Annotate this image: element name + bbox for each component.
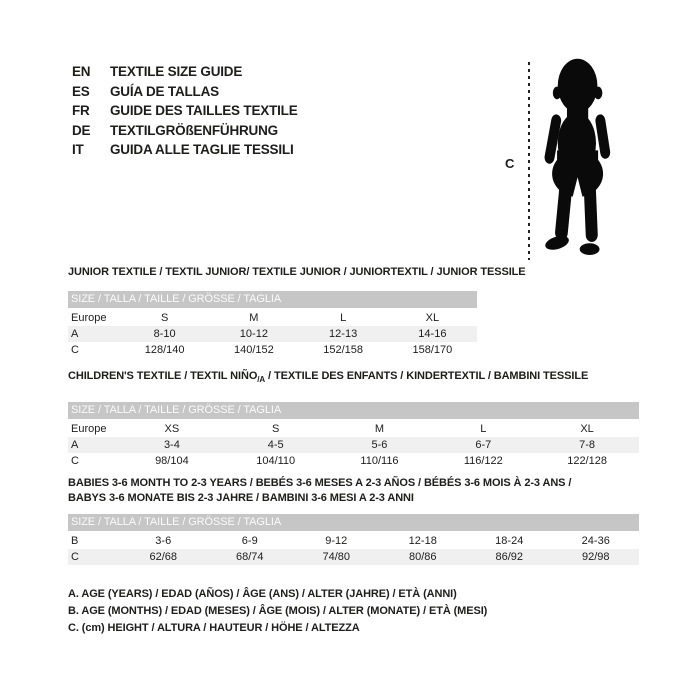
language-code: ES — [72, 83, 90, 99]
size-cell: 7-8 — [579, 439, 596, 452]
size-cell: 152/158 — [323, 344, 363, 356]
language-code: IT — [72, 142, 84, 158]
table-row-b — [68, 533, 639, 549]
children-section-title — [68, 370, 639, 386]
junior-size-table — [68, 291, 477, 358]
size-cell: 128/140 — [144, 344, 185, 356]
language-row — [72, 121, 298, 141]
size-cell: 4-5 — [267, 439, 284, 452]
size-cell: M — [249, 312, 259, 324]
table-row-c — [68, 453, 639, 469]
size-cell: S — [160, 312, 169, 324]
size-figure — [500, 48, 680, 283]
size-cell: 74/80 — [322, 551, 351, 563]
measure-label-c: C — [505, 156, 515, 171]
language-label: TEXTILE SIZE GUIDE — [110, 64, 243, 79]
children-title-post: / TEXTILE DES ENFANTS / KINDERTEXTIL / BAMBINI TESSILE — [265, 370, 589, 382]
legend-notes — [68, 586, 487, 637]
table-banner: SIZE / TALLA / TAILLE / GRÖSSE / TAGLIA — [68, 402, 639, 419]
language-code: DE — [72, 122, 91, 138]
row-label: C — [71, 344, 79, 356]
table-banner: SIZE / TALLA / TAILLE / GRÖSSE / TAGLIA — [68, 514, 639, 531]
note-a: A. AGE (YEARS) / EDAD (AÑOS) / ÂGE (ANS) / ALTER (JAHRE) / ETÀ (ANNI) — [68, 588, 457, 600]
size-cell: 10-12 — [239, 328, 268, 340]
toddler-silhouette-icon — [533, 57, 625, 259]
size-cell: 3-4 — [163, 439, 180, 452]
size-cell: L — [340, 312, 347, 324]
babies-title-line2: BABYS 3-6 MONATE BIS 2-3 JAHRE / BAMBINI 3-6 MESI A 2-3 ANNI — [68, 492, 414, 504]
language-row — [72, 140, 298, 160]
size-cell: 14-16 — [418, 328, 447, 340]
section-children — [68, 370, 639, 469]
size-cell: 68/74 — [235, 551, 264, 563]
table-row-a — [68, 437, 639, 453]
row-label: A — [71, 328, 79, 340]
size-cell: 6-7 — [475, 439, 492, 452]
size-cell: 5-6 — [371, 439, 388, 452]
size-cell: 122/128 — [567, 455, 607, 468]
language-label: TEXTILGRÖßENFÜHRUNG — [110, 122, 278, 138]
size-cell: 12-13 — [329, 328, 358, 340]
size-cell: 92/98 — [581, 551, 610, 563]
language-row — [72, 62, 298, 82]
size-cell: 110/116 — [360, 455, 399, 468]
row-label: C — [71, 551, 79, 563]
size-cell: 98/104 — [155, 455, 189, 468]
size-cell: 140/152 — [233, 344, 274, 356]
note-b: B. AGE (MONTHS) / EDAD (MESES) / ÂGE (MOIS) / ALTER (MONATE) / ETÀ (MESI) — [68, 605, 488, 617]
children-title-pre: CHILDREN'S TEXTILE / TEXTIL NIÑO — [68, 370, 258, 382]
children-title-sub: /A — [257, 375, 266, 385]
babies-section-title — [68, 476, 639, 506]
row-label: B — [71, 535, 79, 547]
language-code: EN — [72, 64, 91, 79]
size-cell: L — [480, 423, 487, 436]
size-cell: S — [272, 423, 280, 436]
row-label: Europe — [71, 423, 107, 436]
size-cell: 18-24 — [495, 535, 524, 547]
language-label: GUIDE DES TAILLES TEXTILE — [110, 103, 298, 119]
size-cell: 24-36 — [581, 535, 610, 547]
size-cell: 116/122 — [463, 455, 503, 468]
language-row — [72, 101, 298, 121]
table-row-a — [68, 326, 477, 342]
size-cell: XL — [580, 423, 594, 436]
language-label: GUIDA ALLE TAGLIE TESSILI — [110, 142, 294, 158]
language-list — [72, 62, 298, 160]
language-code: FR — [72, 103, 90, 119]
size-cell: 6-9 — [241, 535, 258, 547]
table-banner: SIZE / TALLA / TAILLE / GRÖSSE / TAGLIA — [68, 291, 477, 308]
size-cell: 9-12 — [325, 535, 348, 547]
size-cell: 12-18 — [408, 535, 437, 547]
table-row-europe — [68, 310, 477, 326]
table-row-c — [68, 549, 639, 565]
table-row-europe — [68, 421, 639, 437]
height-measure-line — [528, 62, 530, 260]
size-cell: XS — [164, 423, 180, 436]
row-label: C — [71, 455, 79, 468]
size-cell: M — [374, 423, 385, 436]
language-row — [72, 82, 298, 102]
children-size-table — [68, 402, 639, 469]
babies-title-line1: BABIES 3-6 MONTH TO 2-3 YEARS / BEBÉS 3-6 MESES A 2-3 AÑOS / BÉBÉS 3-6 MOIS À 2-3 ANS / — [68, 477, 572, 489]
section-junior — [68, 266, 526, 358]
size-cell: 158/170 — [412, 344, 453, 356]
row-label: Europe — [71, 312, 107, 324]
junior-section-title: JUNIOR TEXTILE / TEXTIL JUNIOR/ TEXTILE JUNIOR / JUNIORTEXTIL / JUNIOR TESSILE — [68, 266, 526, 278]
row-label: A — [71, 439, 79, 452]
section-babies — [68, 476, 639, 565]
size-cell: 86/92 — [495, 551, 524, 563]
size-cell: 3-6 — [155, 535, 172, 547]
size-cell: 62/68 — [149, 551, 178, 563]
note-c: C. (cm) HEIGHT / ALTURA / HAUTEUR / HÖHE / ALTEZZA — [68, 622, 360, 634]
table-row-c — [68, 342, 477, 358]
size-cell: 104/110 — [256, 455, 296, 468]
babies-size-table — [68, 514, 639, 565]
size-cell: XL — [425, 312, 440, 324]
language-label: GUÍA DE TALLAS — [110, 83, 219, 99]
size-cell: 80/86 — [408, 551, 437, 563]
size-cell: 8-10 — [153, 328, 176, 340]
